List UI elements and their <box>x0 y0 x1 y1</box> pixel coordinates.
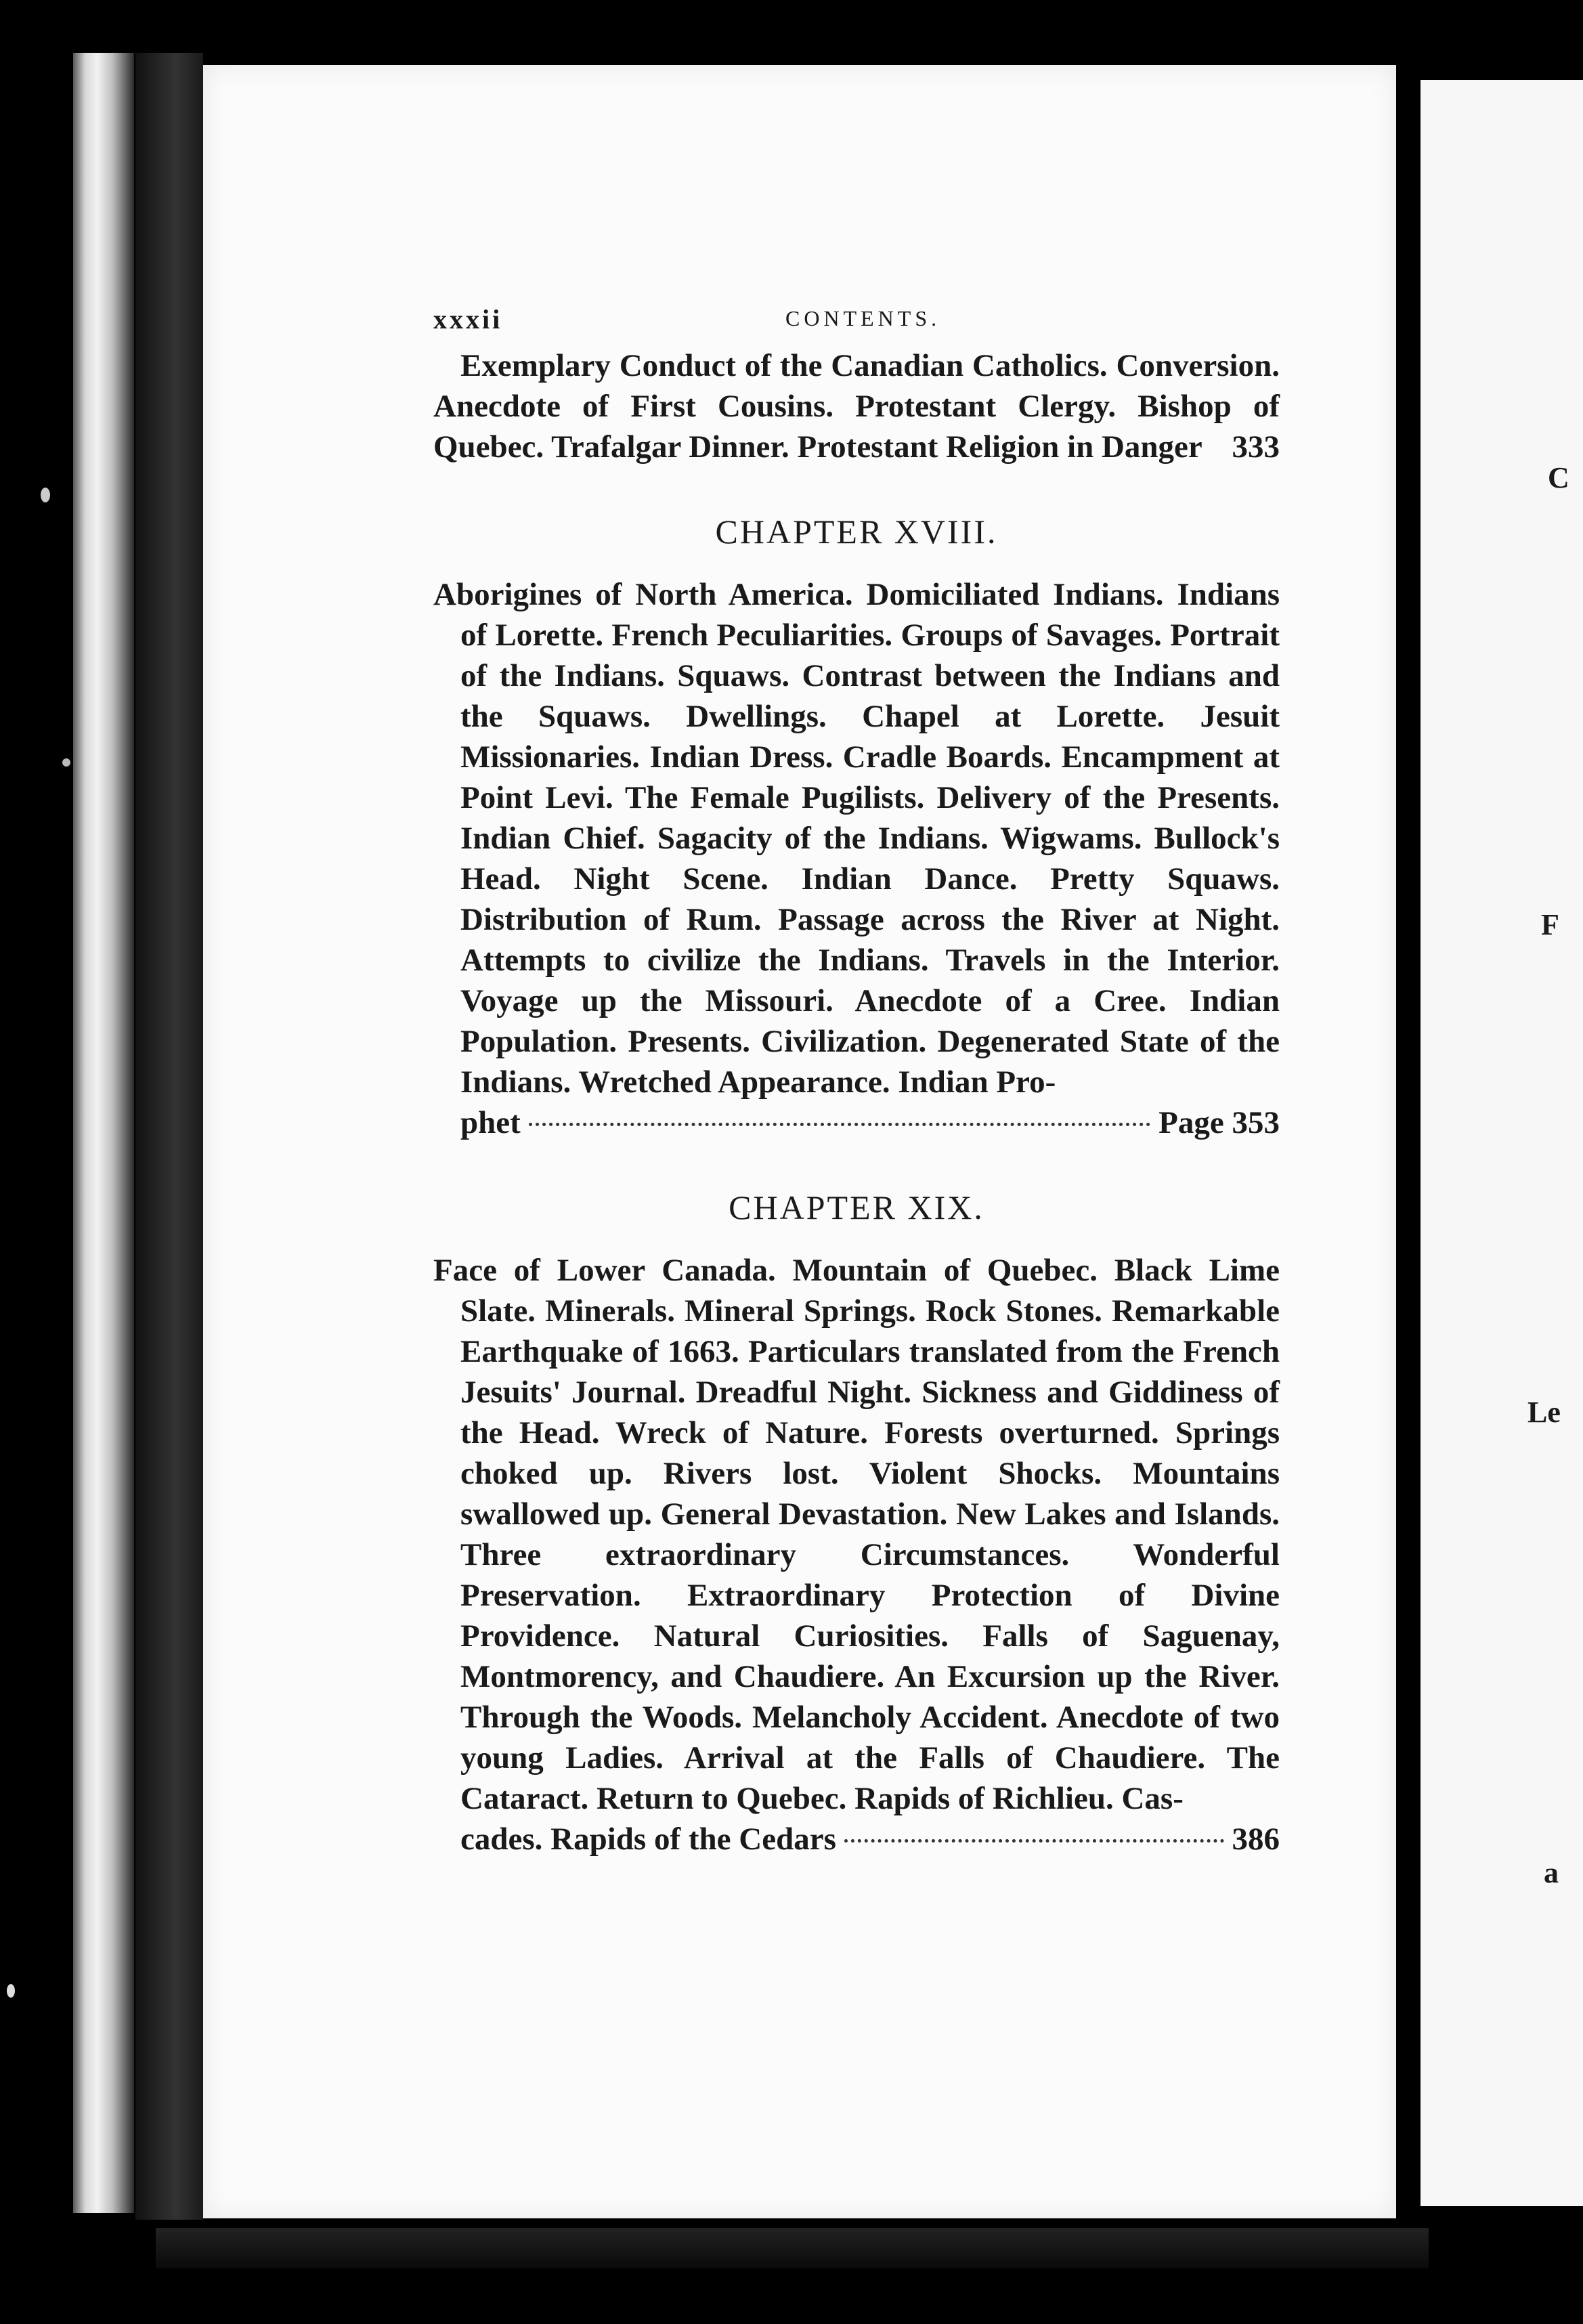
page-folio: xxxii <box>433 304 503 335</box>
book-spine <box>73 53 134 2213</box>
scan-speck <box>7 1984 15 1998</box>
scan-speck <box>41 488 50 502</box>
page-leader-line <box>433 1102 1280 1143</box>
contents-text-block <box>433 298 1280 1859</box>
summary-text: Exemplary Conduct of the Canadian Catholics. Conversion. Anecdote of First Cousins. Protestant Clergy. Bishop of Quebec. Trafalgar Dinner. Protestant Religion in Danger <box>433 348 1280 465</box>
next-page-fragment: F <box>1541 908 1559 941</box>
running-head-title: CONTENTS. <box>785 306 941 330</box>
page-label: Page <box>1158 1105 1224 1140</box>
scan-speck <box>62 758 70 767</box>
page-bottom-shadow <box>156 2228 1429 2268</box>
running-head <box>433 298 1280 345</box>
next-page-fragment: Le <box>1527 1396 1561 1429</box>
next-page-fragment: C <box>1548 461 1569 494</box>
chapter-heading: CHAPTER XVIII. <box>715 513 998 551</box>
summary-last-line: cades. Rapids of the Cedars <box>460 1822 836 1857</box>
summary-last-line: phet <box>460 1105 521 1140</box>
summary-text: Face of Lower Canada. Mountain of Quebec. Black Lime Slate. Minerals. Mineral Springs. Rock Stones. Remarkable Earthquake of 1663. Particulars translated from the French Jesuits' Journal. Dreadful Night. Sickness and Giddiness of the Head. Wreck of Nature. Forests overturned. Springs choked up. Rivers lost. Violent Shocks. Mountains swallowed up. General Devastation. New Lakes and Islands. Three extraordinary Circumstances. Wonderful Preservation. Extraordinary Protection of Divine Providence. Natural Curiosities. Falls of Saguenay, Montmorency, and Chaudiere. An Excursion up the River. Through the Woods. Melancholy Accident. Anecdote of two young Ladies. Arrival at the Falls of Chaudiere. The Cataract. Return to Quebec. Rapids of Richlieu. Cas- <box>433 1253 1280 1816</box>
dot-leader <box>529 1123 1150 1126</box>
page-reference: 333 <box>1232 429 1280 465</box>
chapter-summary <box>433 345 1280 467</box>
dot-leader <box>844 1839 1224 1843</box>
next-page-fragment: a <box>1544 1856 1559 1889</box>
page-number: 386 <box>1232 1822 1280 1857</box>
chapter-heading: CHAPTER XIX. <box>729 1188 984 1226</box>
page-number: 353 <box>1232 1105 1280 1140</box>
adjacent-page-edge <box>1421 80 1583 2206</box>
binding-shadow <box>135 53 203 2220</box>
summary-text: Aborigines of North America. Domiciliated Indians. Indians of Lorette. French Peculiarities. Groups of Savages. Portrait of the Indians. Squaws. Contrast between the Indians and the Squaws. Dwellings. Chapel at Lorette. Jesuit Missionaries. Indian Dress. Cradle Boards. Encampment at Point Levi. The Female Pugilists. Delivery of the Presents. Indian Chief. Sagacity of the Indians. Wigwams. Bullock's Head. Night Scene. Indian Dance. Pretty Squaws. Distribution of Rum. Passage across the River at Night. Attempts to civilize the Indians. Travels in the Interior. Voyage up the Missouri. Anecdote of a Cree. Indian Population. Presents. Civilization. Degenerated State of the Indians. Wretched Appearance. Indian Pro- <box>433 577 1280 1100</box>
page-reference <box>1158 1102 1280 1143</box>
chapter-summary <box>433 1250 1280 1819</box>
page-leader-line <box>433 1819 1280 1859</box>
chapter-summary <box>433 574 1280 1102</box>
